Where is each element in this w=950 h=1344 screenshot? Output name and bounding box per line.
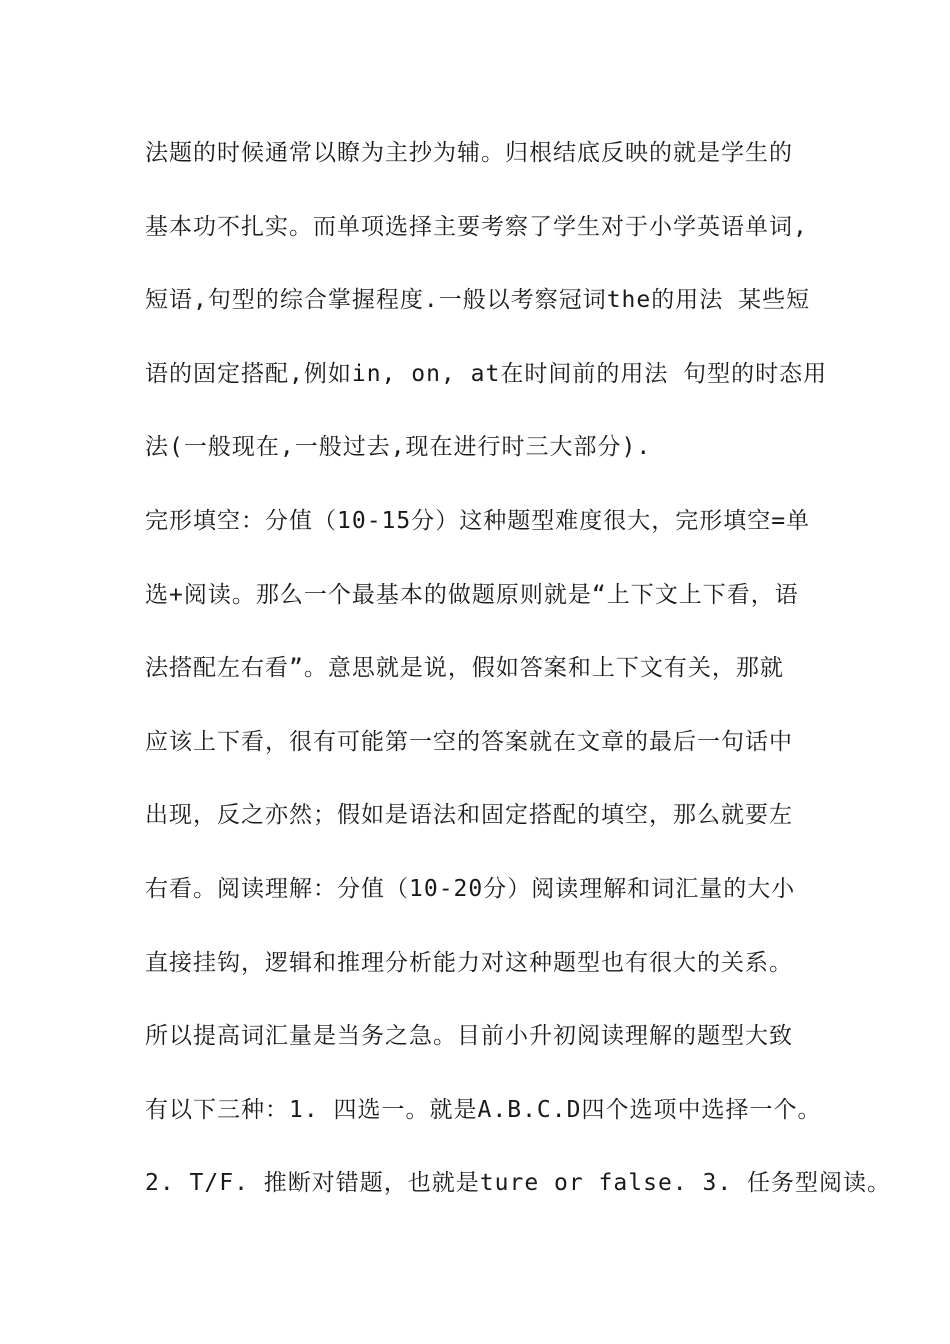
document-body	[145, 133, 892, 1237]
text-line: 出现，反之亦然；假如是语法和固定搭配的填空，那么就要左	[145, 802, 793, 829]
text-line: 基本功不扎实。而单项选择主要考察了学生对于小学英语单词,	[145, 213, 808, 240]
text-line: 应该上下看，很有可能第一空的答案就在文章的最后一句话中	[145, 728, 793, 755]
text-line: 法题的时候通常以瞭为主抄为辅。归根结底反映的就是学生的	[145, 140, 793, 166]
text-line: 语的固定搭配,例如in, on, at在时间前的用法 句型的时态用	[145, 360, 828, 387]
text-line: 直接挂钩，逻辑和推理分析能力对这种题型也有很大的关系。	[145, 949, 793, 976]
text-line: 右看。阅读理解：分值（10-20分）阅读理解和词汇量的大小	[145, 875, 796, 902]
text-line: 短语,句型的综合掌握程度.一般以考察冠词the的用法 某些短	[145, 287, 811, 314]
text-line: 有以下三种：1. 四选一。就是A.B.C.D四个选项中选择一个。	[145, 1096, 822, 1123]
text-line: 法搭配左右看”。意思就是说，假如答案和上下文有关，那就	[145, 655, 784, 682]
text-line: 选+阅读。那么一个最基本的做题原则就是“上下文上下看，语	[145, 581, 799, 608]
text-line: 2. T/F. 推断对错题，也就是ture or false. 3. 任务型阅读。	[145, 1170, 892, 1197]
text-line: 完形填空：分值（10-15分）这种题型难度很大，完形填空=单	[145, 507, 811, 534]
text-line: 所以提高词汇量是当务之急。目前小升初阅读理解的题型大致	[145, 1023, 793, 1050]
text-line: 法(一般现在,一般过去,现在进行时三大部分).	[145, 434, 652, 461]
